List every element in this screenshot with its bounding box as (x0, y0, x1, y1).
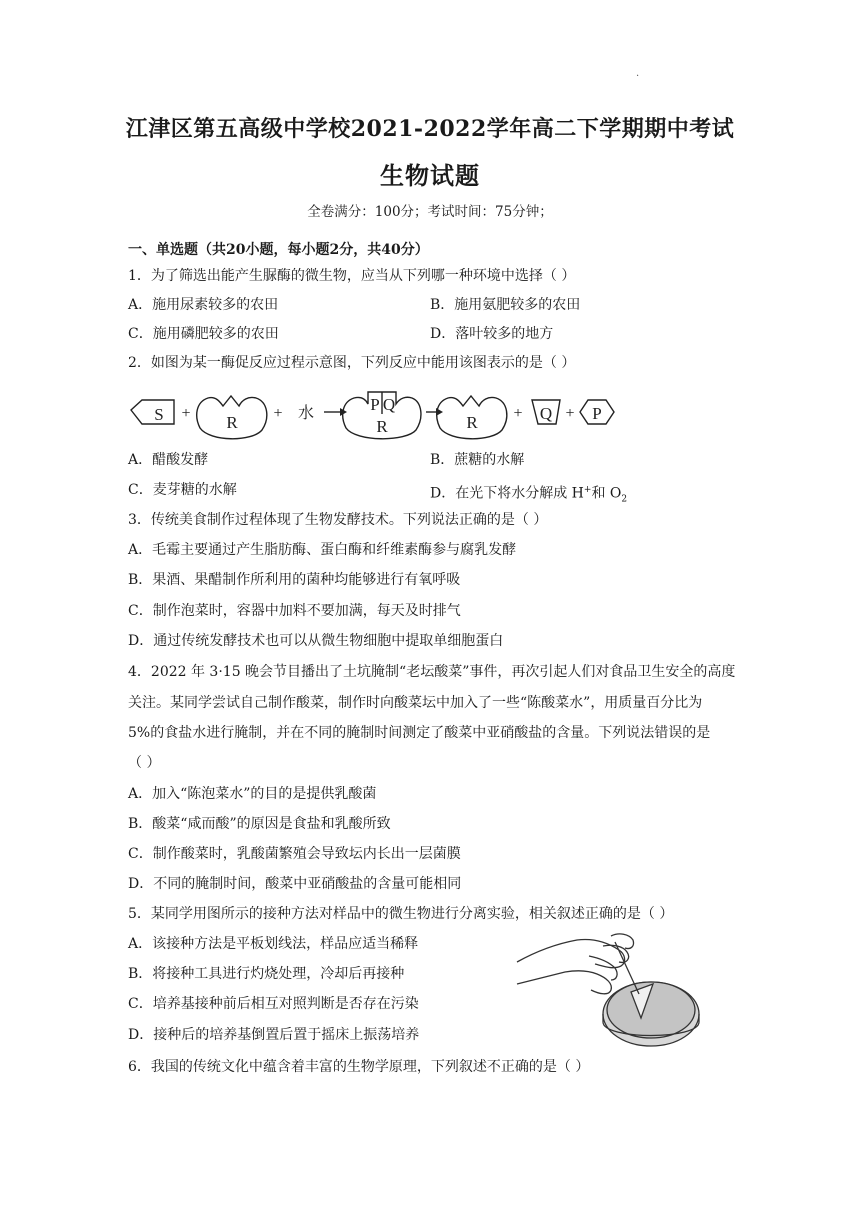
q1-option-d: D．落叶较多的地方 (430, 326, 554, 342)
q2-option-c: C．麦芽糖的水解 (128, 482, 237, 498)
q5-option-b: B．将接种工具进行灼烧处理，冷却后再接种 (128, 966, 405, 982)
q4-option-d: D．不同的腌制时间，酸菜中亚硝酸盐的含量可能相同 (128, 876, 462, 892)
subject-title: 生物试题 (380, 161, 480, 190)
q5-stem: 5．某同学用图所示的接种方法对样品中的微生物进行分离实验，相关叙述正确的是（ ） (128, 906, 674, 922)
q5-option-d: D．接种后的培养基倒置后置于摇床上振荡培养 (128, 1027, 420, 1043)
q4-stem-line-4: （ ） (128, 755, 161, 771)
finger-3 (611, 934, 634, 949)
q2-option-b: B．蔗糖的水解 (430, 452, 525, 468)
plus-2: + (273, 405, 283, 422)
label-p: P (592, 404, 602, 423)
q2-option-d: D．在光下将水分解成 H+和 $O_2$ (430, 485, 628, 505)
label-q-complex: Q (382, 395, 396, 414)
label-p-complex: P (370, 395, 380, 414)
streak-plate-illustration (515, 922, 705, 1062)
enzyme-reaction-diagram (128, 388, 628, 446)
plus-3: + (513, 405, 523, 422)
label-r-complex: R (376, 417, 388, 436)
substrate-shape (131, 400, 174, 424)
plus-1: + (181, 405, 191, 422)
q4-option-c: C．制作酸菜时，乳酸菌繁殖会导致坛内长出一层菌膜 (128, 846, 461, 862)
q6-stem: 6．我国的传统文化中蕴含着丰富的生物学原理，下列叙述不正确的是（ ） (128, 1059, 590, 1075)
label-water: 水 (297, 403, 315, 422)
plus-4: + (565, 405, 575, 422)
q2-stem: 2．如图为某一酶促反应过程示意图，下列反应中能用该图表示的是（ ） (128, 355, 576, 371)
q3-option-b: B．果酒、果醋制作所利用的菌种均能够进行有氧呼吸 (128, 572, 461, 588)
arrow-2-head (436, 408, 443, 416)
label-q: Q (539, 404, 553, 423)
q3-option-a: A．毛霉主要通过产生脂肪酶、蛋白酶和纤维素酶参与腐乳发酵 (128, 542, 517, 558)
q5-option-a: A．该接种方法是平板划线法，样品应适当稀释 (128, 936, 419, 952)
q1-option-a: A．施用尿素较多的农田 (128, 297, 279, 313)
q4-stem-line-2: 关注。某同学尝试自己制作酸菜，制作时向酸菜坛中加入了一些“陈酸菜水”，用质量百分比为 (128, 695, 703, 711)
hand-bottom (517, 971, 611, 994)
exam-title: 江津区第五高级中学校2021-2022学年高二下学期期中考试 (125, 116, 735, 142)
q2-option-a: A．醋酸发酵 (128, 452, 209, 468)
q3-stem: 3．传统美食制作过程体现了生物发酵技术。下列说法正确的是（ ） (128, 512, 548, 528)
label-s: S (154, 405, 164, 424)
q1-option-c: C．施用磷肥较多的农田 (128, 326, 279, 342)
q1-stem: 1．为了筛选出能产生脲酶的微生物，应当从下列哪一种环境中选择（ ） (128, 268, 576, 284)
q5-option-c: C．培养基接种前后相互对照判断是否存在污染 (128, 996, 419, 1012)
q4-stem-line-1: 4．2022 年 3·15 晚会节目播出了土坑腌制“老坛酸菜”事件，再次引起人们对食品卫生安全的高度 (128, 664, 736, 680)
label-r-1: R (226, 413, 238, 432)
q4-stem-line-3: 5%的食盐水进行腌制，并在不同的腌制时间测定了酸菜中亚硝酸盐的含量。下列说法错误的是 (128, 725, 711, 741)
label-r-2: R (466, 413, 478, 432)
q3-option-c: C．制作泡菜时，容器中加料不要加满，每天及时排气 (128, 603, 461, 619)
exam-info: 全卷满分：100分；考试时间：75分钟； (307, 204, 553, 220)
q4-option-b: B．酸菜“咸而酸”的原因是食盐和乳酸所致 (128, 816, 391, 832)
q4-option-a: A．加入“陈泡菜水”的目的是提供乳酸菌 (128, 786, 377, 802)
corner-dot: . (636, 68, 640, 79)
section-heading: 一、单选题（共20小题，每小题2分，共40分） (128, 242, 429, 258)
q3-option-d: D．通过传统发酵技术也可以从微生物细胞中提取单细胞蛋白 (128, 633, 504, 649)
q1-option-b: B．施用氨肥较多的农田 (430, 297, 581, 313)
